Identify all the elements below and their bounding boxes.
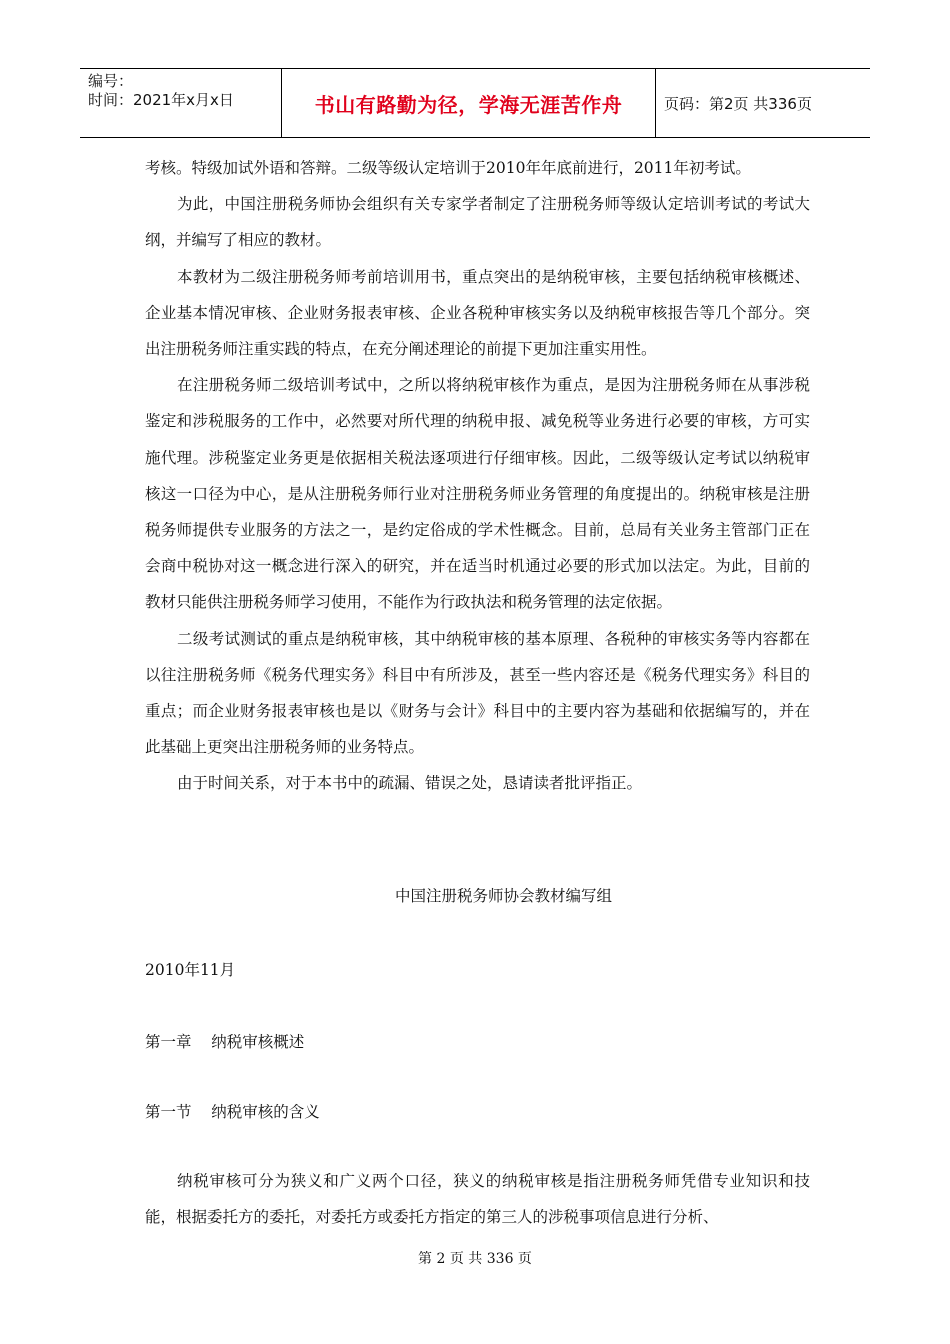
paragraph: 为此，中国注册税务师协会组织有关专家学者制定了注册税务师等级认定培训考试的考试大纲，并编写了相应的教材。 bbox=[145, 195, 810, 250]
header-meta bbox=[80, 69, 282, 137]
header-page-number: 页码：第2页 共336页 bbox=[664, 94, 812, 113]
document-number-label: 编号： bbox=[88, 72, 134, 90]
section-heading: 第一节 纳税审核的含义 bbox=[145, 1103, 320, 1121]
chapter-heading: 第一章 纳税审核概述 bbox=[145, 1033, 305, 1051]
preface-date: 2010年11月 bbox=[145, 961, 236, 979]
page-footer: 第 2 页 共 336 页 bbox=[418, 1251, 532, 1267]
paragraph: 由于时间关系，对于本书中的疏漏、错误之处，恳请读者批评指正。 bbox=[177, 774, 643, 793]
paragraph: 二级考试测试的重点是纳税审核，其中纳税审核的基本原理、各税种的审核实务等内容都在以往注册税务师《税务代理实务》科目中有所涉及，甚至一些内容还是《税务代理实务》科目的重点；而企业财务报表审核也是以《财务与会计》科目中的主要内容为基础和依据编写的，并在此基础上更突出注册税务师的业务特点。 bbox=[145, 629, 810, 757]
paragraph: 纳税审核可分为狭义和广义两个口径，狭义的纳税审核是指注册税务师凭借专业知识和技能，根据委托方的委托，对委托方或委托方指定的第三人的涉税事项信息进行分析、 bbox=[145, 1172, 810, 1227]
preface-body bbox=[145, 150, 810, 802]
preface-signature: 中国注册税务师协会教材编写组 bbox=[395, 887, 613, 905]
paragraph: 在注册税务师二级培训考试中，之所以将纳税审核作为重点，是因为注册税务师在从事涉税鉴定和涉税服务的工作中，必然要对所代理的纳税申报、减免税等业务进行必要的审核，方可实施代理。涉税鉴定业务更是依据相关税法逐项进行仔细审核。因此，二级等级认定考试以纳税审核这一口径为中心，是从注册税务师行业对注册税务师业务管理的角度提出的。纳税审核是注册税务师提供专业服务的方法之一，是约定俗成的学术性概念。目前，总局有关业务主管部门正在会商中税协对这一概念进行深入的研究，并在适当时机通过必要的形式加以法定。为此，目前的教材只能供注册税务师学习使用，不能作为行政执法和税务管理的法定依据。 bbox=[145, 376, 810, 612]
header-motto: 书山有路勤为径，学海无涯苦作舟 bbox=[282, 69, 656, 137]
section-body bbox=[145, 1163, 810, 1235]
document-time-label: 时间：2021年x月x日 bbox=[88, 91, 234, 109]
paragraph: 本教材为二级注册税务师考前培训用书，重点突出的是纳税审核，主要包括纳税审核概述、企业基本情况审核、企业财务报表审核、企业各税种审核实务以及纳税审核报告等几个部分。突出注册税务师注重实践的特点，在充分阐述理论的前提下更加注重实用性。 bbox=[145, 267, 810, 359]
page-header bbox=[80, 68, 870, 138]
paragraph-continuation: 考核。特级加试外语和答辩。二级等级认定培训于2010年年底前进行，2011年初考试。 bbox=[145, 159, 751, 177]
